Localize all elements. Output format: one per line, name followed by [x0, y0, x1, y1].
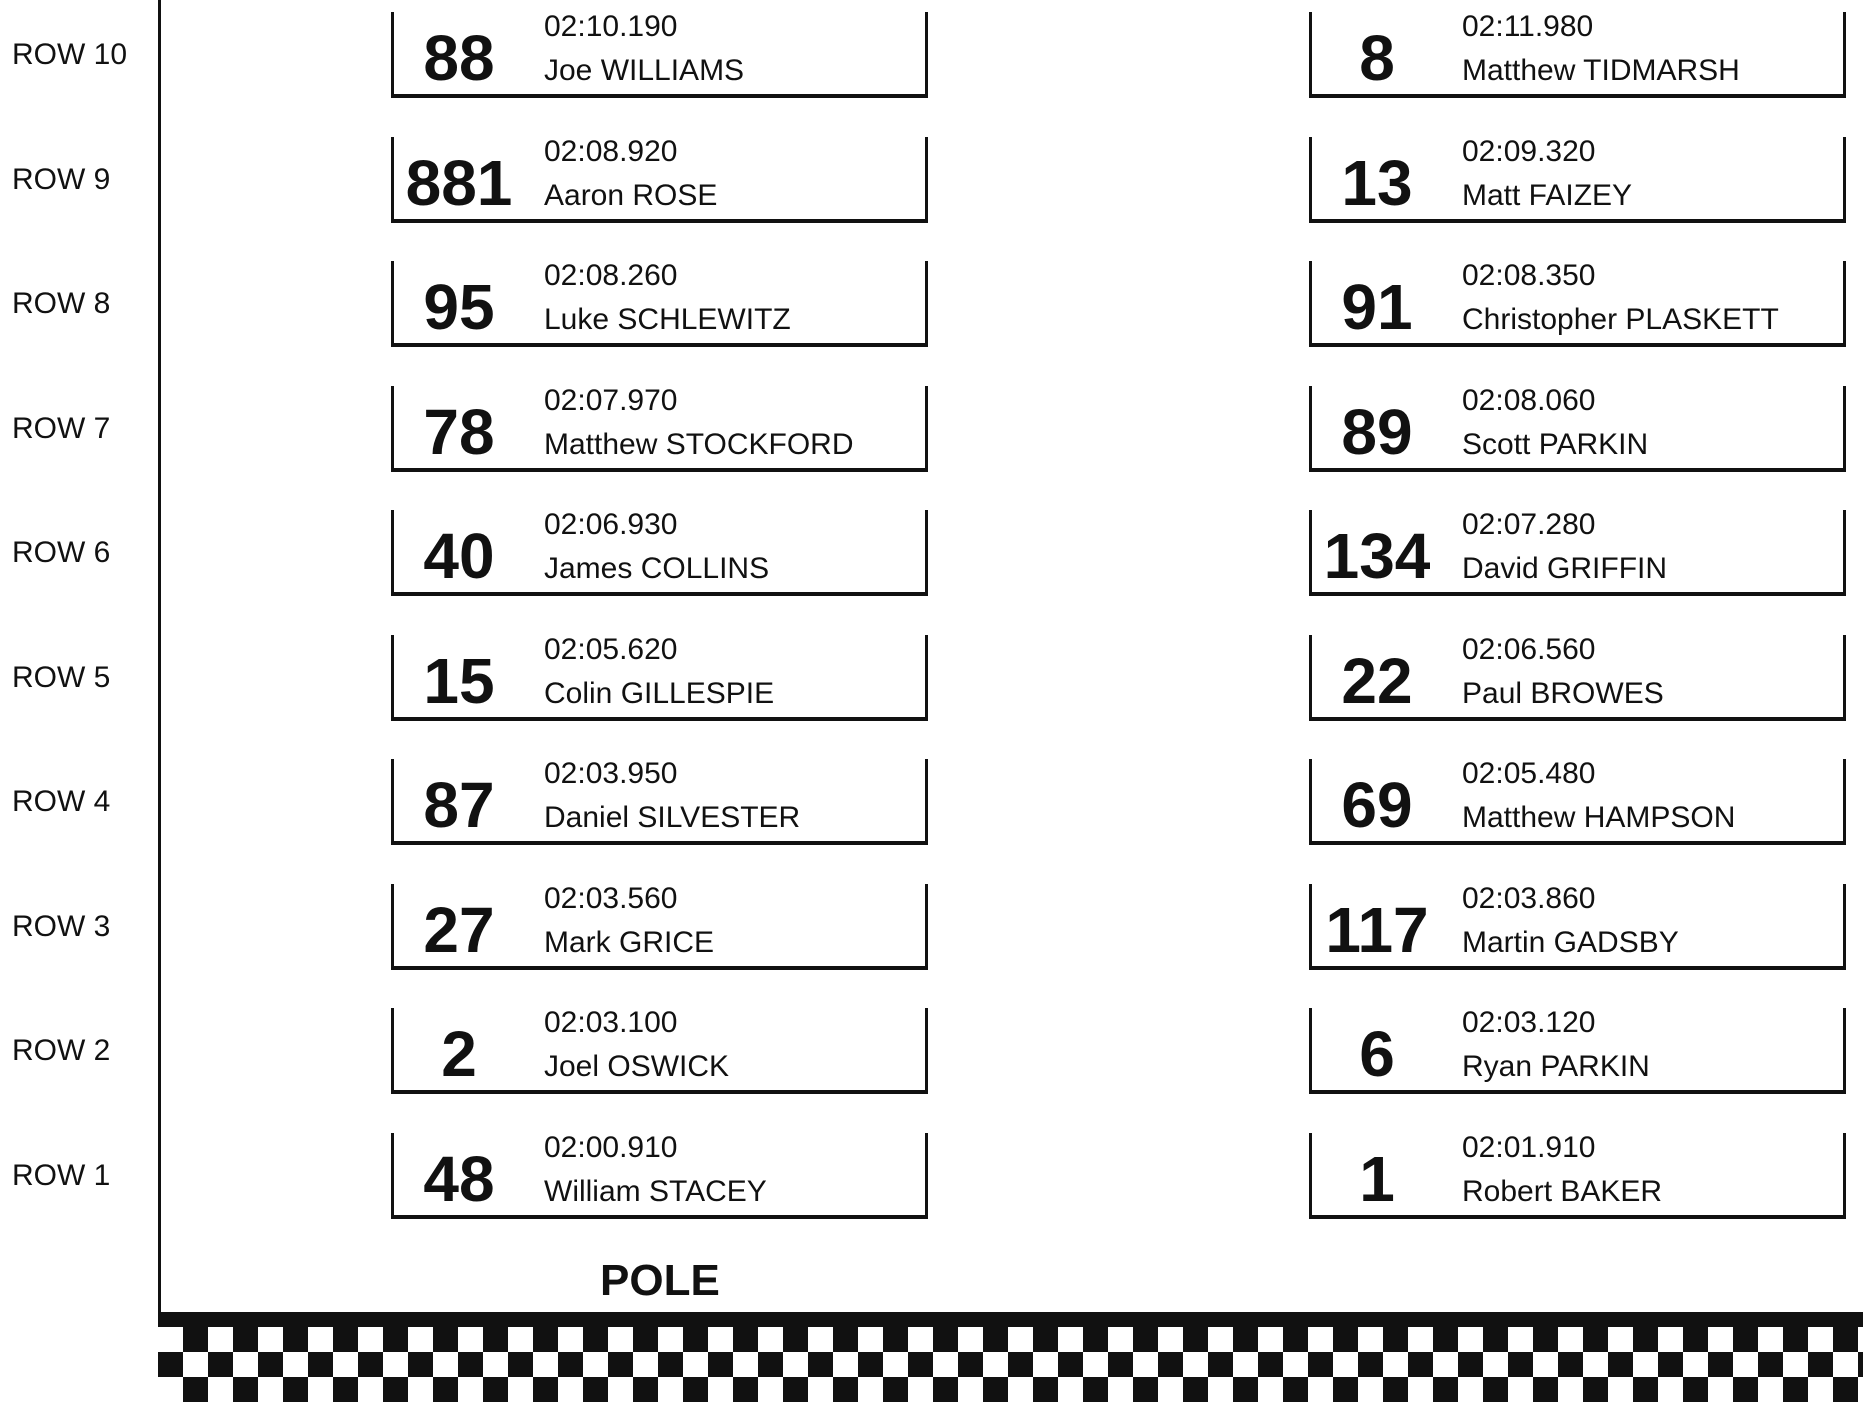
- lap-time: 02:08.920: [544, 135, 678, 168]
- car-number: 40: [423, 520, 495, 592]
- grid-slot-left: [391, 137, 928, 223]
- car-number: 87: [423, 769, 495, 841]
- lap-time: 02:05.480: [1462, 757, 1596, 790]
- pole-label: POLE: [600, 1256, 720, 1305]
- lap-time: 02:05.620: [544, 633, 678, 666]
- grid-slot-right: [1309, 137, 1846, 223]
- car-number: 48: [423, 1143, 495, 1215]
- grid-slot-right: [1309, 1008, 1846, 1094]
- grid-slot-right: [1309, 510, 1846, 596]
- driver-name: Matthew TIDMARSH: [1462, 54, 1740, 87]
- car-number: 134: [1323, 520, 1431, 592]
- grid-slot-right: [1309, 884, 1846, 970]
- lap-time: 02:07.280: [1462, 508, 1596, 541]
- driver-name: William STACEY: [544, 1175, 767, 1208]
- lap-time: 02:06.560: [1462, 633, 1596, 666]
- lap-time: 02:08.060: [1462, 384, 1596, 417]
- grid-slot-left: [391, 386, 928, 472]
- lap-time: 02:03.560: [544, 882, 678, 915]
- car-number: 27: [423, 894, 495, 966]
- row-label: ROW 7: [12, 412, 111, 445]
- driver-name: Matthew STOCKFORD: [544, 428, 854, 461]
- car-number: 69: [1341, 769, 1413, 841]
- checkered-flag-strip: [158, 1312, 1863, 1402]
- row-label: ROW 6: [12, 536, 111, 569]
- grid-slot-right: [1309, 759, 1846, 845]
- driver-name: Martin GADSBY: [1462, 926, 1679, 959]
- driver-name: Luke SCHLEWITZ: [544, 303, 791, 336]
- row-label: ROW 1: [12, 1159, 111, 1192]
- grid-slot-left: [391, 884, 928, 970]
- lap-time: 02:07.970: [544, 384, 678, 417]
- car-number: 13: [1341, 147, 1413, 219]
- car-number: 881: [405, 147, 513, 219]
- lap-time: 02:11.980: [1462, 10, 1594, 43]
- lap-time: 02:03.860: [1462, 882, 1596, 915]
- lap-time: 02:01.910: [1462, 1131, 1596, 1164]
- driver-name: Joel OSWICK: [544, 1050, 730, 1083]
- grid-slot-left: [391, 759, 928, 845]
- driver-name: Christopher PLASKETT: [1462, 303, 1779, 336]
- lap-time: 02:06.930: [544, 508, 678, 541]
- driver-name: Mark GRICE: [544, 926, 715, 959]
- lap-time: 02:03.950: [544, 757, 678, 790]
- grid-slot-left: [391, 261, 928, 347]
- grid-slot-left: [391, 510, 928, 596]
- driver-name: Joe WILLIAMS: [544, 54, 745, 87]
- lap-time: 02:00.910: [544, 1131, 678, 1164]
- grid-slot-right: [1309, 1133, 1846, 1219]
- car-number: 89: [1341, 396, 1413, 468]
- row-label: ROW 8: [12, 287, 111, 320]
- grid-slot-right: [1309, 12, 1846, 98]
- lap-time: 02:08.350: [1462, 259, 1596, 292]
- car-number: 95: [423, 271, 495, 343]
- grid-slot-left: [391, 12, 928, 98]
- grid-left-border: [158, 0, 161, 1397]
- driver-name: Colin GILLESPIE: [544, 677, 775, 710]
- driver-name: Scott PARKIN: [1462, 428, 1649, 461]
- row-label: ROW 3: [12, 910, 111, 943]
- driver-name: Matthew HAMPSON: [1462, 801, 1736, 834]
- driver-name: David GRIFFIN: [1462, 552, 1668, 585]
- lap-time: 02:09.320: [1462, 135, 1596, 168]
- car-number: 1: [1359, 1143, 1395, 1215]
- row-label: ROW 10: [12, 38, 128, 71]
- driver-name: James COLLINS: [544, 552, 770, 585]
- driver-name: Aaron ROSE: [544, 179, 718, 212]
- lap-time: 02:03.100: [544, 1006, 678, 1039]
- grid-slot-left: [391, 635, 928, 721]
- row-label: ROW 9: [12, 163, 111, 196]
- grid-slot-left: [391, 1133, 928, 1219]
- car-number: 78: [423, 396, 495, 468]
- car-number: 8: [1359, 22, 1395, 94]
- driver-name: Daniel SILVESTER: [544, 801, 801, 834]
- car-number: 91: [1341, 271, 1413, 343]
- lap-time: 02:10.190: [544, 10, 678, 43]
- car-number: 15: [423, 645, 495, 717]
- driver-name: Paul BROWES: [1462, 677, 1664, 710]
- grid-slot-right: [1309, 386, 1846, 472]
- row-label: ROW 5: [12, 661, 111, 694]
- row-label: ROW 4: [12, 785, 111, 818]
- grid-slot-right: [1309, 635, 1846, 721]
- grid-slot-right: [1309, 261, 1846, 347]
- lap-time: 02:08.260: [544, 259, 678, 292]
- car-number: 22: [1341, 645, 1413, 717]
- car-number: 117: [1325, 894, 1429, 966]
- grid-slot-left: [391, 1008, 928, 1094]
- row-label: ROW 2: [12, 1034, 111, 1067]
- car-number: 2: [441, 1018, 477, 1090]
- lap-time: 02:03.120: [1462, 1006, 1596, 1039]
- car-number: 6: [1359, 1018, 1395, 1090]
- driver-name: Robert BAKER: [1462, 1175, 1663, 1208]
- car-number: 88: [423, 22, 495, 94]
- driver-name: Ryan PARKIN: [1462, 1050, 1650, 1083]
- driver-name: Matt FAIZEY: [1462, 179, 1633, 212]
